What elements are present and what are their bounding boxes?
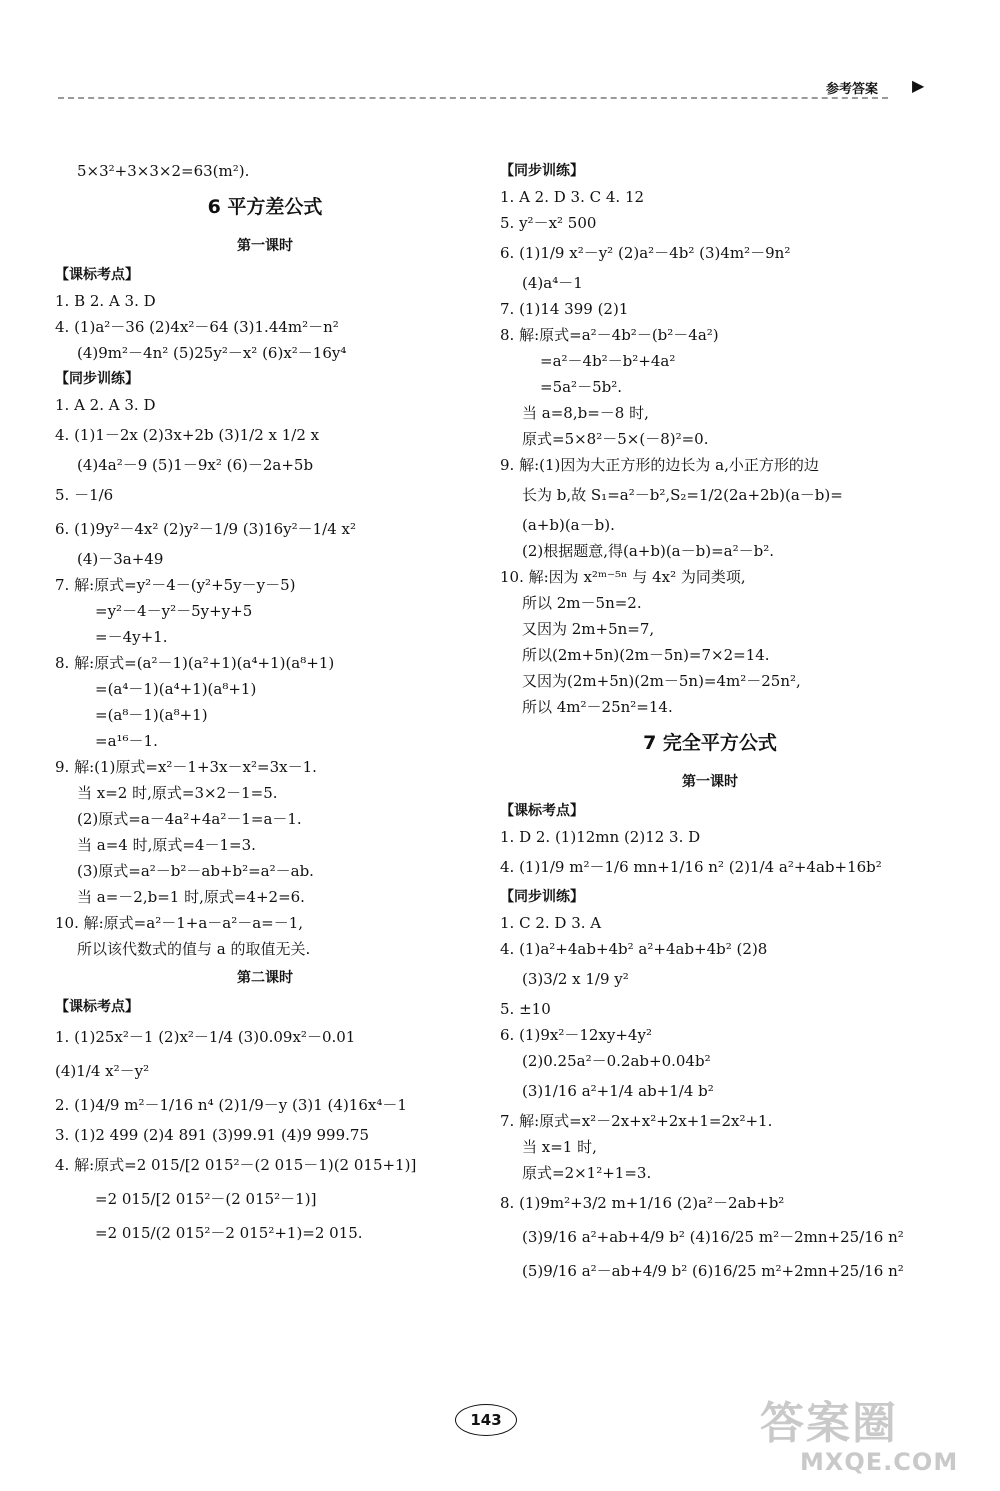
watermark-logo: [760, 1400, 990, 1482]
answer-line: 1. D 2. (1)12mn (2)12 3. D: [500, 828, 701, 846]
answer-line: 原式=2×1²+1=3.: [522, 1164, 652, 1182]
answer-line: (2)0.25a²－0.2ab+0.04b²: [522, 1052, 711, 1070]
answer-line: 6. (1)9x²－12xy+4y²: [500, 1026, 652, 1044]
watermark-en: MXQE.COM: [800, 1448, 959, 1476]
answer-line: 9. 解:(1)原式=x²－1+3x－x²=3x－1.: [55, 758, 317, 776]
answer-line: (a+b)(a－b).: [522, 516, 615, 534]
answer-line: 4. (1)1/9 m²－1/6 mn+1/16 n² (2)1/4 a²+4ab+16b²: [500, 858, 882, 876]
section-label: 【课标考点】: [500, 803, 584, 819]
answer-line: 所以 2m－5n=2.: [522, 594, 642, 612]
arrow-icon: ▶: [912, 76, 925, 95]
answer-line: 当 a=－2,b=1 时,原式=4+2=6.: [77, 888, 305, 906]
answer-line: (3)9/16 a²+ab+4/9 b² (4)16/25 m²－2mn+25/16 n²: [522, 1228, 904, 1246]
answer-line: (4)4a²－9 (5)1－9x² (6)－2a+5b: [77, 456, 314, 474]
answer-line: =－4y+1.: [95, 628, 168, 646]
answer-line: (3)3/2 x 1/9 y²: [522, 970, 629, 988]
answer-line: 8. 解:原式=(a²－1)(a²+1)(a⁴+1)(a⁸+1): [55, 654, 335, 672]
answer-line: (4)a⁴－1: [522, 274, 583, 292]
answer-line: =(a⁴－1)(a⁴+1)(a⁸+1): [95, 680, 257, 698]
page-number: 143: [455, 1404, 517, 1436]
answer-line: 5. －1/6: [55, 486, 114, 504]
answer-line: 9. 解:(1)因为大正方形的边长为 a,小正方形的边: [500, 456, 819, 474]
answer-line: =a¹⁶－1.: [95, 732, 158, 750]
answer-line: =(a⁸－1)(a⁸+1): [95, 706, 208, 724]
answer-line: 10. 解:因为 x²ᵐ⁻⁵ⁿ 与 4x² 为同类项,: [500, 568, 746, 586]
right-column: [500, 158, 920, 1288]
answer-line: (3)原式=a²－b²－ab+b²=a²－ab.: [77, 862, 314, 880]
answer-line: 1. C 2. D 3. A: [500, 914, 602, 932]
answer-line: 4. 解:原式=2 015/[2 015²－(2 015－1)(2 015+1)]: [55, 1156, 417, 1174]
answer-line: (3)1/16 a²+1/4 ab+1/4 b²: [522, 1082, 714, 1100]
answer-line: 7. 解:原式=x²－2x+x²+2x+1=2x²+1.: [500, 1112, 773, 1130]
answer-line: 1. (1)25x²－1 (2)x²－1/4 (3)0.09x²－0.01: [55, 1028, 356, 1046]
section-label: 【课标考点】: [55, 999, 139, 1015]
section-title: 6 平方差公式: [207, 196, 323, 218]
answer-line: 又因为(2m+5n)(2m－5n)=4m²－25n²,: [522, 672, 801, 690]
answer-line: (5)9/16 a²－ab+4/9 b² (6)16/25 m²+2mn+25/16 n²: [522, 1262, 904, 1280]
answer-line: (4)9m²－4n² (5)25y²－x² (6)x²－16y⁴: [77, 344, 347, 362]
section-label: 【课标考点】: [55, 267, 139, 283]
answer-line: 5. y²－x² 500: [500, 214, 597, 232]
answer-line: 2. (1)4/9 m²－1/16 n⁴ (2)1/9－y (3)1 (4)16x⁴－1: [55, 1096, 407, 1114]
answer-line: 4. (1)a²+4ab+4b² a²+4ab+4b² (2)8: [500, 940, 768, 958]
left-column: [55, 158, 475, 1250]
answer-line: 所以 4m²－25n²=14.: [522, 698, 673, 716]
answer-line: =y²－4－y²－5y+y+5: [95, 602, 253, 620]
watermark-cn: 答案圈: [760, 1398, 898, 1449]
answer-line: 又因为 2m+5n=7,: [522, 620, 655, 638]
section-label: 【同步训练】: [500, 163, 584, 179]
section-title: 7 完全平方公式: [643, 732, 777, 754]
header-divider: [58, 97, 888, 99]
lesson-title: 第二课时: [237, 970, 293, 986]
answer-line: 当 x=1 时,: [522, 1138, 597, 1156]
section-label: 【同步训练】: [500, 889, 584, 905]
answer-line: 5. ±10: [500, 1000, 551, 1018]
answer-line: =2 015/(2 015²－2 015²+1)=2 015.: [95, 1224, 363, 1242]
answer-line: 10. 解:原式=a²－1+a－a²－a=－1,: [55, 914, 304, 932]
answer-line: 4. (1)a²－36 (2)4x²－64 (3)1.44m²－n²: [55, 318, 339, 336]
answer-line: 5×3²+3×3×2=63(m²).: [77, 162, 250, 180]
answer-line: (2)原式=a－4a²+4a²－1=a－1.: [77, 810, 302, 828]
answer-line: 当 a=4 时,原式=4－1=3.: [77, 836, 256, 854]
answer-line: 3. (1)2 499 (2)4 891 (3)99.91 (4)9 999.75: [55, 1126, 369, 1144]
answer-line: 8. (1)9m²+3/2 m+1/16 (2)a²－2ab+b²: [500, 1194, 785, 1212]
answer-line: 长为 b,故 S₁=a²－b²,S₂=1/2(2a+2b)(a－b)=: [522, 486, 843, 504]
answer-line: (2)根据题意,得(a+b)(a－b)=a²－b².: [522, 542, 774, 560]
answer-line: 6. (1)9y²－4x² (2)y²－1/9 (3)16y²－1/4 x²: [55, 520, 356, 538]
answer-line: 所以该代数式的值与 a 的取值无关.: [77, 940, 311, 958]
answer-line: 7. 解:原式=y²－4－(y²+5y－y－5): [55, 576, 296, 594]
section-label: 【同步训练】: [55, 371, 139, 387]
answer-line: 1. B 2. A 3. D: [55, 292, 156, 310]
answer-line: =2 015/[2 015²－(2 015²－1)]: [95, 1190, 317, 1208]
lesson-title: 第一课时: [682, 774, 738, 790]
answer-line: 8. 解:原式=a²－4b²－(b²－4a²): [500, 326, 719, 344]
answer-line: 1. A 2. A 3. D: [55, 396, 156, 414]
answer-line: 原式=5×8²－5×(－8)²=0.: [522, 430, 709, 448]
answer-line: 7. (1)14 399 (2)1: [500, 300, 629, 318]
answer-line: =5a²－5b².: [540, 378, 622, 396]
answer-line: 当 a=8,b=－8 时,: [522, 404, 649, 422]
answer-line: 当 x=2 时,原式=3×2－1=5.: [77, 784, 278, 802]
answer-line: 所以(2m+5n)(2m－5n)=7×2=14.: [522, 646, 770, 664]
answer-line: 4. (1)1－2x (2)3x+2b (3)1/2 x 1/2 x: [55, 426, 320, 444]
answer-line: (4)1/4 x²－y²: [55, 1062, 150, 1080]
lesson-title: 第一课时: [237, 238, 293, 254]
answer-line: 1. A 2. D 3. C 4. 12: [500, 188, 645, 206]
answer-line: (4)－3a+49: [77, 550, 164, 568]
answer-line: =a²－4b²－b²+4a²: [540, 352, 676, 370]
answer-line: 6. (1)1/9 x²－y² (2)a²－4b² (3)4m²－9n²: [500, 244, 791, 262]
header-label: 参考答案: [826, 82, 879, 97]
